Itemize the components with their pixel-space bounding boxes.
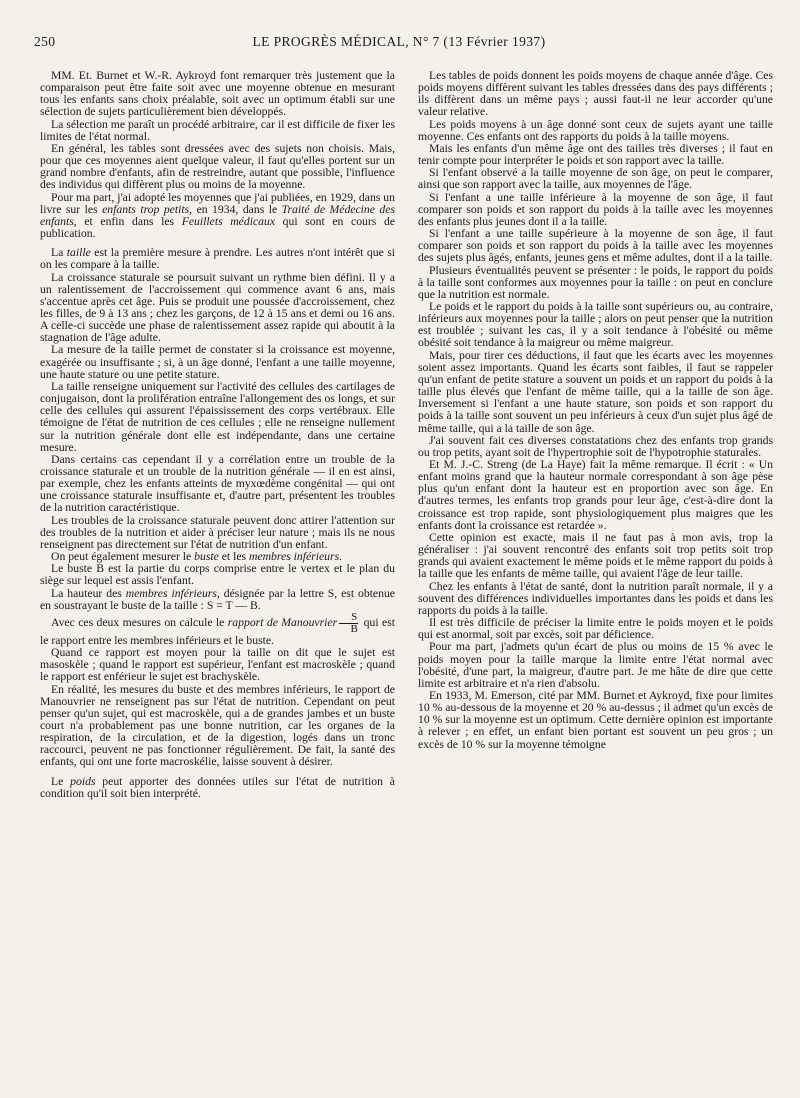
paragraph: En 1933, M. Emerson, cité par MM. Burnet et Aykroyd, fixe pour limites 10 % au-dessous de la moyenne et 20 % au-dessus ; il admet qu'un excès de 10 % sur la moyenne est un optimum. Cette dernière opinion est importante à relever ; en effet, un enfant bien portant est souvent un peu gros ; un excès de 10 % sur la moyenne témoigne — [418, 688, 773, 751]
paragraph: Les troubles de la croissance staturale peuvent donc attirer l'attention sur des troubles de la nutrition et aider à préciser leur nature ; mais ils ne nous renseignent pas directement sur l'état de nutrition d'un enfant. — [40, 513, 395, 551]
paragraph: Si l'enfant observé a la taille moyenne de son âge, on peut le comparer, ainsi que son rapport avec la taille, aux moyennes de l'âge. — [418, 166, 773, 192]
paragraph: Pour ma part, j'admets qu'un écart de plus ou moins de 15 % avec le poids moyen pour la taille marque la limite entre l'état normal avec l'obésité, d'une part, la maigreur, d'autre part. Je me hâte de dire que cette limite est arbitraire et n'a rien d'absolu. — [418, 640, 773, 690]
paragraph: Cette opinion est exacte, mais il ne faut pas à mon avis, trop la généraliser : j'ai souvent rencontré des enfants soit trop petits soit trop grands qui avaient exactement le même poids et le même rapport du poids à la taille que les enfants de même taille, qui avaient l'âge de leur taille. — [418, 530, 773, 581]
page-number: 250 — [34, 34, 56, 49]
paragraph: Le poids peut apporter des données utiles sur l'état de nutrition à condition qu'il soit bien interprété. — [40, 774, 395, 800]
paragraph: La taille renseigne uniquement sur l'activité des cellules des cartilages de conjugaison, dont la prolifération entraîne l'allongement des os longs, et sur celle des cellules qui assurent l'épaississement des corps vertébraux. Elle témoigne de l'état de nutrition de ces cellules ; elle ne renseigne nullement sur la nutrition générale dont elle est indépendante, dans une certaine mesure. — [40, 379, 395, 454]
paragraph: Si l'enfant a une taille inférieure à la moyenne de son âge, il faut comparer son poids et son rapport du poids à la taille avec les moyennes des enfants plus jeunes dont il a la taille. — [418, 190, 773, 228]
paragraph: Avec ces deux mesures on calcule le rapport de Manouvrier $\frac{S}{B}$ qui est le rapport entre les membres inférieurs et le buste. — [40, 610, 395, 647]
paragraph: Il est très difficile de préciser la limite entre le poids moyen et le poids qui est anormal, soit par excès, soit par déficience. — [418, 616, 773, 642]
paragraph: Dans certains cas cependant il y a corrélation entre un trouble de la croissance staturale et un trouble de la nutrition générale — il en est ainsi, par exemple, chez les enfants atteints de myxœdème congénital — qui ont une croissance staturale insuffisante et, d'autre part, présentent les troubles de la nutrition caractéristique. — [40, 452, 395, 515]
paragraph: En général, les tables sont dressées avec des sujets non choisis. Mais, pour que ces moyennes aient quelque valeur, il faut qu'elles portent sur un grand nombre d'enfants, afin de restreindre, autant que possible, l'influence des individus qui diffèrent plus ou moins de la moyenne. — [40, 141, 395, 192]
left-column — [40, 70, 395, 800]
paragraph: Le poids et le rapport du poids à la taille sont supérieurs ou, au contraire, inférieurs aux moyennes pour la taille ; alors on peut penser que la nutrition est troublée ; suivant les cas, il y a soit tendance à l'obésité ou même obésité soit tendance à la maigreur ou même maigreur. — [418, 299, 773, 350]
running-title: LE PROGRÈS MÉDICAL, N° 7 (13 Février 1937) — [252, 34, 546, 49]
paragraph: MM. Et. Burnet et W.-R. Aykroyd font remarquer très justement que la comparaison peut être faite soit avec une moyenne obtenue en mesurant tous les enfants sans choix préalable, soit avec un optimum établi sur une sélection de sujets particulièrement bien développés. — [40, 69, 395, 119]
paragraph: La mesure de la taille permet de constater si la croissance est moyenne, exagérée ou insuffisante ; si, à un âge donné, l'enfant a une taille moyenne, une haute stature ou une petite stature. — [40, 343, 395, 381]
paragraph: La croissance staturale se poursuit suivant un rythme bien défini. Il y a un ralentissement de l'accroissement qui commence avant 6 ans, mais s'accentue après cet âge. Puis se produit une poussée d'accroissement, chez les filles, de 9 à 13 ans ; chez les garçons, de 12 à 15 ans et demi ou 16 ans. A celle-ci succède une phase de ralentissement assez rapide qui aboutit à la stagnation de l'âge adulte. — [40, 270, 395, 345]
fraction-s-over-b: $\frac{S}{B}$ — [339, 612, 358, 635]
paragraph: La hauteur des membres inférieurs, désignée par la lettre S, est obtenue en soustrayant le buste de la taille : S = T — B. — [40, 586, 395, 612]
paragraph: Le buste B est la partie du corps comprise entre le vertex et le plan du siège sur lequel est assis l'enfant. — [40, 562, 395, 588]
paragraph: Pour ma part, j'ai adopté les moyennes que j'ai publiées, en 1929, dans un livre sur les enfants trop petits, en 1934, dans le Traité de Médecine des enfants, et enfin dans les Feuillets médicaux qui sont en cours de publication. — [40, 190, 395, 241]
paragraph: Mais les enfants d'un même âge ont des tailles très diverses ; il faut en tenir compte pour interpréter le poids et son rapport avec la taille. — [418, 141, 773, 168]
paragraph: La sélection me paraît un procédé arbitraire, car il est difficile de fixer les limites de l'état normal. — [40, 117, 395, 143]
paragraph: On peut également mesurer le buste et les membres inférieurs. — [51, 550, 343, 564]
paragraph: J'ai souvent fait ces diverses constatations chez des enfants trop grands ou trop petits, ayant soit de l'hypertrophie soit de l'hypotrophie staturales. — [418, 433, 773, 459]
paragraph: Mais, pour tirer ces déductions, il faut que les écarts avec les moyennes soient assez importants. Quand les écarts sont faibles, il faut se rappeler qu'un enfant de petite stature a souvent un poids et un rapport du poids à la taille plus élevés que l'enfant de même taille, qui a la taille de son âge. Inversement si l'enfant a une haute stature, son poids et son rapport du poids à la taille sont souvent un peu inférieurs à ceux d'un sujet plus âgé de même taille, qui a la taille de son âge. — [418, 348, 773, 435]
page-header — [34, 34, 764, 54]
right-column — [418, 70, 773, 751]
paragraph: La taille est la première mesure à prendre. Les autres n'ont intérêt que si on les compare à la taille. — [40, 246, 396, 272]
paragraph: Quand ce rapport est moyen pour la taille on dit que le sujet est masoskèle ; quand le rapport est supérieur, l'enfant est macroskèle ; quand le rapport est enférieur le sujet est brachyskèle. — [40, 646, 395, 684]
paragraph: Les tables de poids donnent les poids moyens de chaque année d'âge. Ces poids moyens diffèrent suivant les tables dressées dans des pays différents ; ils diffèrent dans un même pays ; aussi faut-il ne leur accorder qu'une valeur relative. — [418, 69, 773, 119]
paragraph: Chez les enfants à l'état de santé, dont la nutrition paraît normale, il y a souvent des différences individuelles importantes dans les poids et dans les rapports du poids à la taille. — [418, 579, 773, 617]
paragraph: Si l'enfant a une taille supérieure à la moyenne de son âge, il faut comparer son poids et son rapport du poids à la taille avec les moyennes des sujets plus âgés, enfants, jeunes gens et même adultes, dont il a la taille. — [418, 227, 773, 265]
paragraph: En réalité, les mesures du buste et des membres inférieurs, le rapport de Manouvrier ne renseignent pas sur l'état de nutrition. Cependant on peut penser qu'un sujet, qui est macroskèle, qui a de grandes jambes et un buste court n'a probablement pas une bonne nutrition, car les organes de la respiration, de la circulation, et de la digestion, logés dans un tronc raccourci, peuvent ne pas fonctionner régulièrement. De fait, la santé des enfants, qui ont une forte macroskélie, laisse souvent à désirer. — [40, 682, 395, 769]
paragraph: Les poids moyens à un âge donné sont ceux de sujets ayant une taille moyenne. Ces enfants ont des rapports du poids à la taille moyens. — [418, 117, 773, 143]
paragraph: Plusieurs éventualités peuvent se présenter : le poids, le rapport du poids à la taille sont conformes aux moyennes pour la taille : on peut en conclure que la nutrition est normale. — [418, 263, 773, 301]
paragraph: Et M. J.-C. Streng (de La Haye) fait la même remarque. Il écrit : « Un enfant moins grand que la hauteur normale correspondant à son âge pèse plus qu'un enfant dont la hauteur est en proportion avec son âge. En d'autres termes, les enfants trop grands pour leur âge, c'est-à-dire dont la croissance est trop rapide, sont physiologiquement plus maigres que les enfants dont la croissance est retardée ». — [418, 458, 773, 532]
